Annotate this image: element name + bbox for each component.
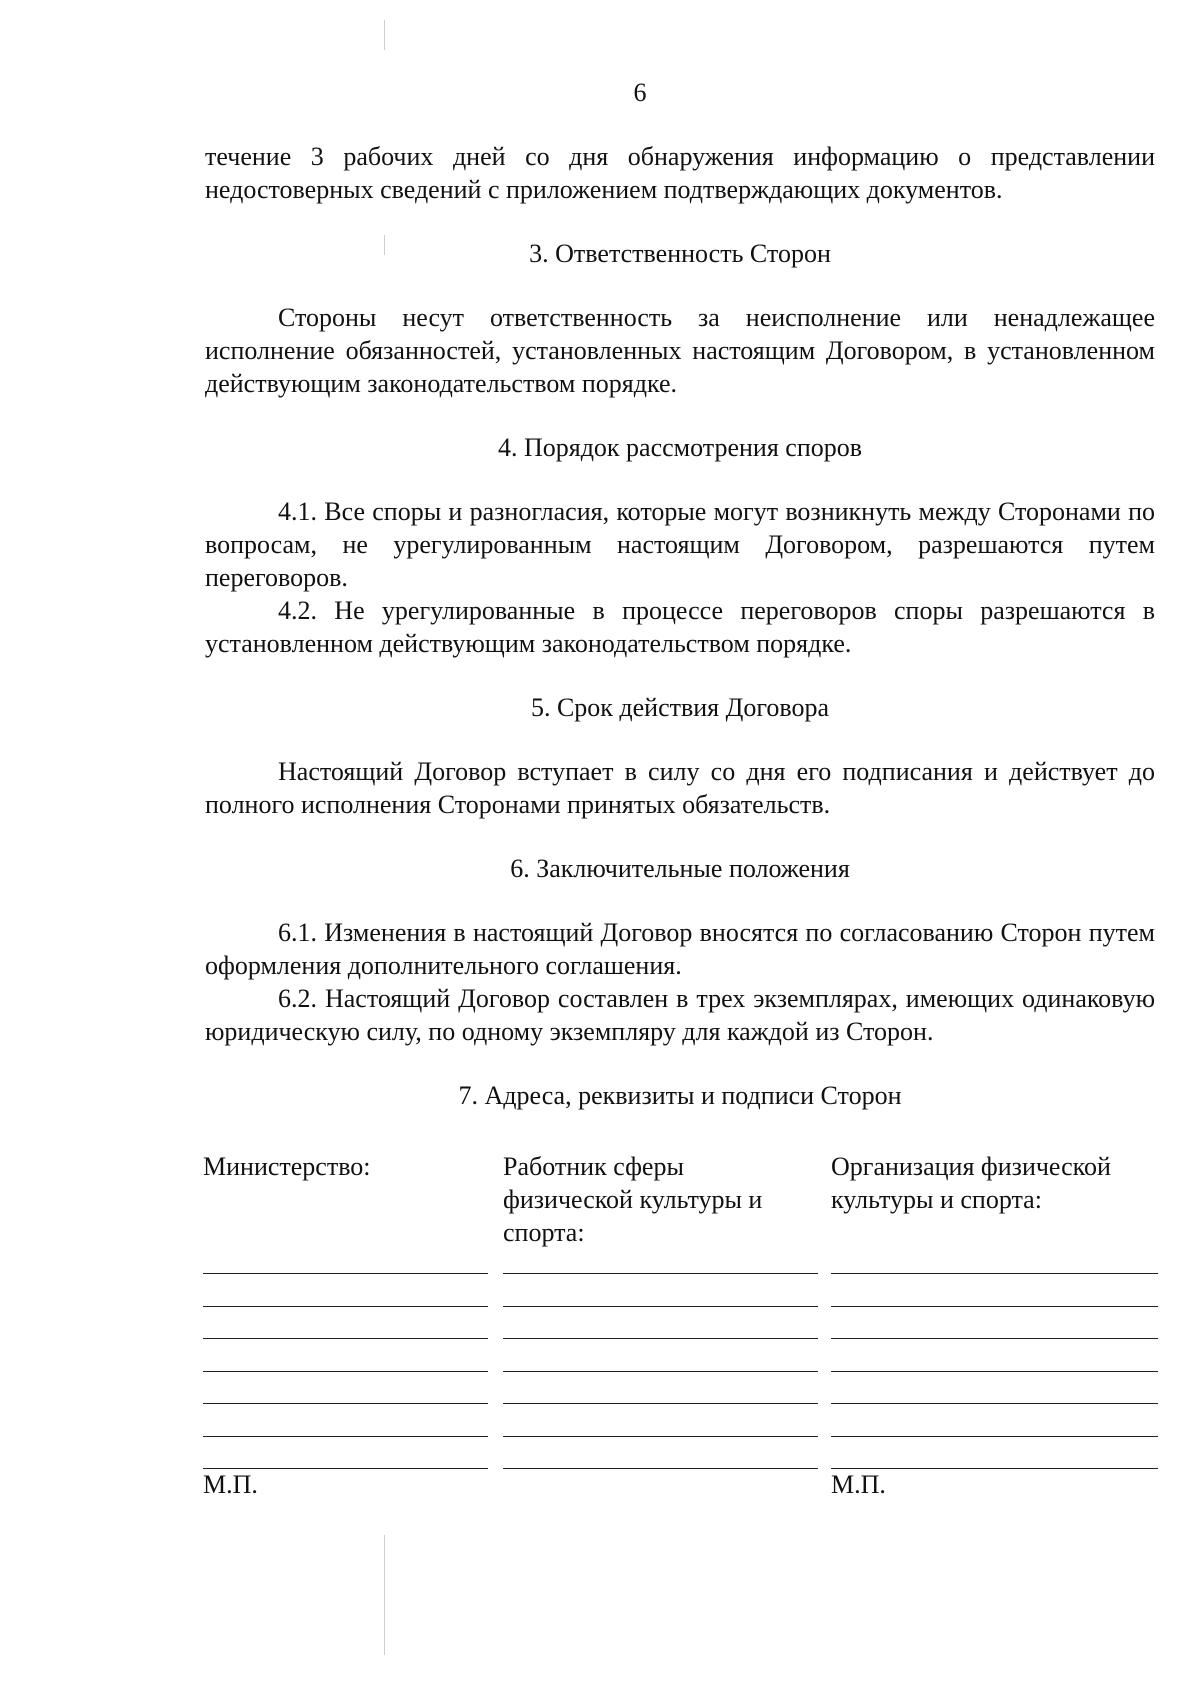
signature-line <box>503 1371 818 1372</box>
signature-line <box>831 1273 1158 1274</box>
signature-line <box>503 1403 818 1404</box>
signature-title: Организация физической культуры и спорта: <box>831 1152 1111 1214</box>
section-paragraph: 4.1. Все споры и разногласия, которые могут возникнуть между Сторонами по вопросам, не урегулированным настоящим Договором, разрешаются путем переговоров. <box>205 497 1155 592</box>
signature-line <box>203 1338 488 1339</box>
stamp-label: М.П. <box>203 1470 258 1499</box>
signature-block <box>203 1150 1158 1530</box>
section-paragraph: 4.2. Не урегулированные в процессе переговоров споры разрешаются в установленном действующим законодательством порядке. <box>205 596 1155 658</box>
signature-line <box>203 1306 488 1307</box>
signature-line <box>503 1306 818 1307</box>
signature-line <box>831 1436 1158 1437</box>
signature-title: Министерство: <box>203 1152 371 1181</box>
signature-line <box>831 1371 1158 1372</box>
signature-line <box>503 1436 818 1437</box>
signature-line <box>203 1371 488 1372</box>
signature-column-organization <box>831 1150 1158 1216</box>
signature-line <box>503 1273 818 1274</box>
signature-title: Работник сферы физической культуры и спорта: <box>503 1152 763 1247</box>
document-body <box>205 140 1155 1112</box>
section-paragraph: 6.2. Настоящий Договор составлен в трех экземплярах, имеющих одинаковую юридическую силу, по одному экземпляру для каждой из Сторон. <box>205 984 1155 1046</box>
intro-paragraph: течение 3 рабочих дней со дня обнаружения информацию о представлении недостоверных сведений с приложением подтверждающих документов. <box>205 142 1155 204</box>
section-title-addresses: 7. Адреса, реквизиты и подписи Сторон <box>458 1081 902 1110</box>
signature-line <box>203 1273 488 1274</box>
signature-line <box>203 1436 488 1437</box>
signature-line <box>831 1306 1158 1307</box>
signature-line <box>503 1468 818 1469</box>
signature-column-worker <box>503 1150 818 1249</box>
section-paragraph: Стороны несут ответственность за неисполнение или ненадлежащее исполнение обязанностей, установленных настоящим Договором, в установленном действующим законодательством порядке. <box>205 303 1155 398</box>
scan-artifact <box>384 20 385 50</box>
section-paragraph: Настоящий Договор вступает в силу со дня его подписания и действует до полного исполнения Сторонами принятых обязательств. <box>205 757 1155 819</box>
section-paragraph: 6.1. Изменения в настоящий Договор вносятся по согласованию Сторон путем оформления дополнительного соглашения. <box>205 918 1155 980</box>
signature-line <box>831 1338 1158 1339</box>
section-title-responsibility: 3. Ответственность Сторон <box>529 239 831 268</box>
scan-artifact <box>384 1535 385 1655</box>
signature-line <box>503 1338 818 1339</box>
section-title-term: 5. Срок действия Договора <box>530 693 830 722</box>
signature-line <box>831 1403 1158 1404</box>
section-title-disputes: 4. Порядок рассмотрения споров <box>497 433 863 462</box>
stamp-label: М.П. <box>831 1470 886 1499</box>
section-title-final-provisions: 6. Заключительные положения <box>510 854 850 883</box>
page-number: 6 <box>633 78 647 107</box>
signature-line <box>203 1403 488 1404</box>
signature-column-ministry <box>203 1150 488 1183</box>
